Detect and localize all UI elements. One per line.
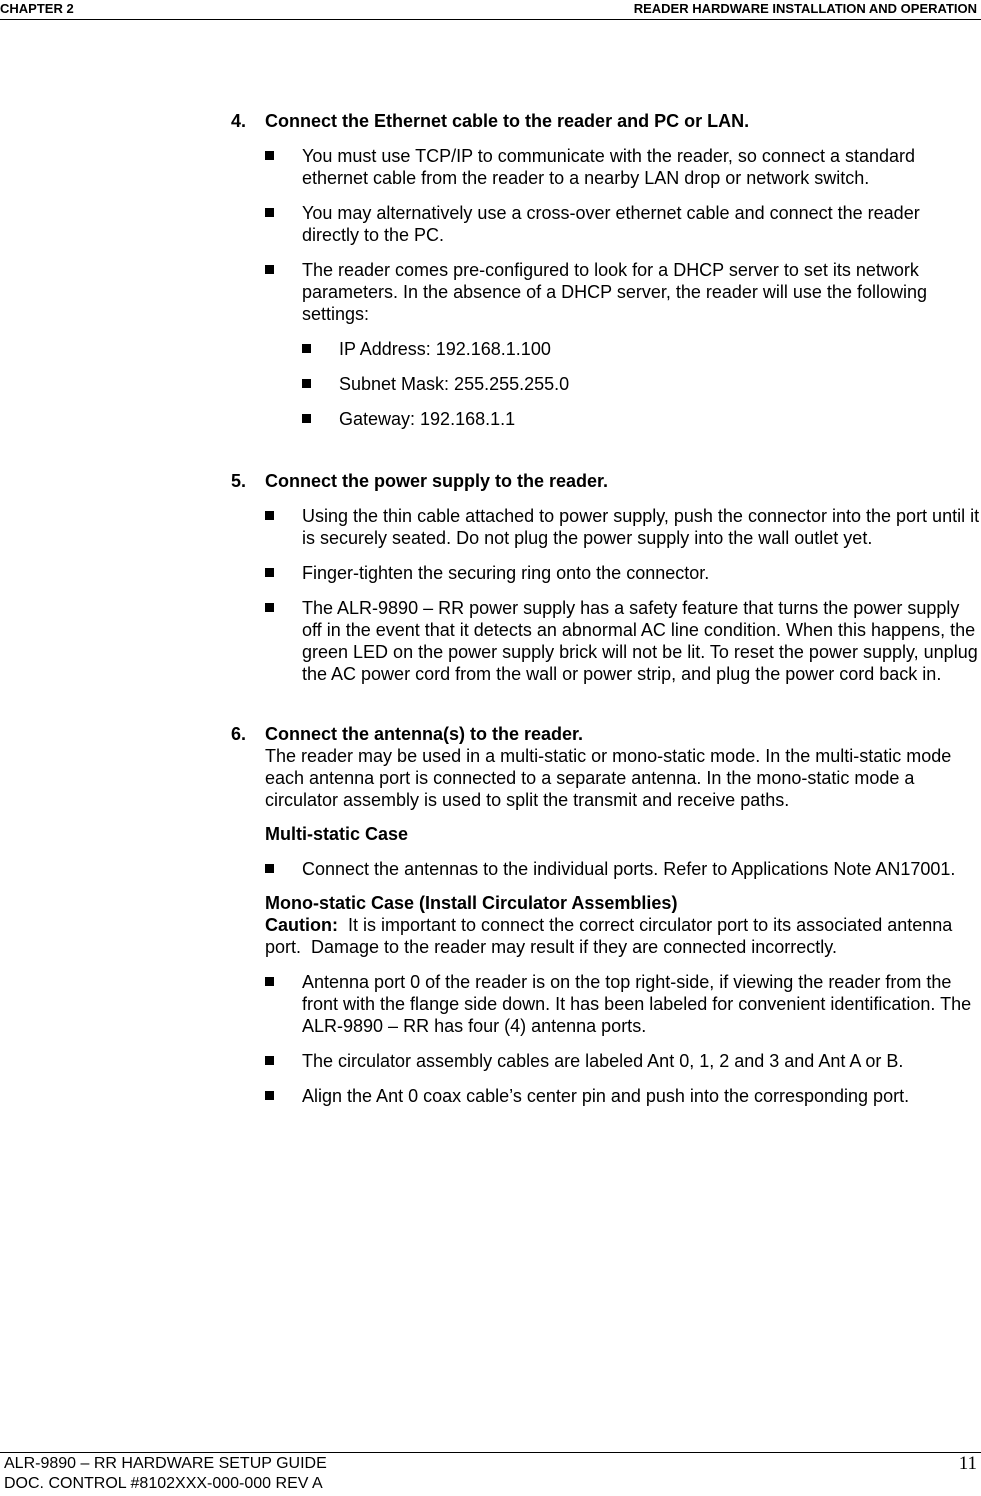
square-bullet-icon — [265, 1091, 274, 1100]
page-footer — [0, 1452, 981, 1496]
step-heading: Connect the power supply to the reader. — [265, 471, 609, 491]
page-number: 11 — [958, 1453, 977, 1474]
list-item: Subnet Mask: 255.255.255.0 — [302, 373, 981, 395]
square-bullet-icon — [265, 265, 274, 274]
square-bullet-icon — [302, 344, 311, 353]
mono-static-heading: Mono-static Case (Install Circulator Assemblies) — [265, 893, 678, 913]
list-item: You must use TCP/IP to communicate with the reader, so connect a standard ethernet cable from the reader to a nearby LAN drop or network switch. — [265, 145, 981, 189]
step-heading: Connect the Ethernet cable to the reader and PC or LAN. — [265, 111, 750, 131]
square-bullet-icon — [265, 1056, 274, 1065]
step-heading: Connect the antenna(s) to the reader. — [265, 724, 584, 744]
chapter-title: READER HARDWARE INSTALLATION AND OPERATION — [633, 1, 977, 16]
list-item: The ALR-9890 – RR power supply has a safety feature that turns the power supply off in the event that it detects an abnormal AC line condition. When this happens, the green LED on the power supply brick will not be lit. To reset the power supply, unplug the AC power cord from the wall or power strip, and plug the power cord back in. — [265, 597, 981, 685]
step-4 — [231, 110, 981, 430]
caution-text: It is important to connect the correct circulator port to its associated antenna port. Damage to the reader may result if they are connected incorrectly. — [265, 915, 958, 957]
list-item: Connect the antennas to the individual ports. Refer to Applications Note AN17001. — [265, 858, 981, 880]
square-bullet-icon — [302, 379, 311, 388]
list-item: The reader comes pre-configured to look for a DHCP server to set its network parameters. In the absence of a DHCP server, the reader will use the following settings: IP Address: 192.168.1.100 Subnet Mask: 255.255.255.0 Gateway: 192.168.1.1 — [265, 259, 981, 430]
caution-label: Caution: — [265, 915, 338, 935]
settings-list — [302, 338, 981, 430]
step-number: 5. — [231, 471, 247, 491]
step-5 — [231, 470, 981, 685]
list-item: Gateway: 192.168.1.1 — [302, 408, 981, 430]
bullet-list — [265, 145, 981, 430]
square-bullet-icon — [302, 414, 311, 423]
guide-title: ALR-9890 – RR HARDWARE SETUP GUIDE — [4, 1455, 327, 1472]
bullet-list — [265, 505, 981, 685]
bullet-list — [265, 858, 981, 880]
step-6 — [231, 723, 981, 1107]
square-bullet-icon — [265, 208, 274, 217]
list-item: IP Address: 192.168.1.100 — [302, 338, 981, 360]
square-bullet-icon — [265, 603, 274, 612]
page-content — [231, 110, 981, 1107]
list-item: You may alternatively use a cross-over ethernet cable and connect the reader directly to the PC. — [265, 202, 981, 246]
caution-note — [265, 914, 981, 958]
step-number: 6. — [231, 724, 247, 744]
multi-static-heading: Multi-static Case — [265, 824, 409, 844]
list-item: Finger-tighten the securing ring onto the connector. — [265, 562, 981, 584]
step-number: 4. — [231, 111, 247, 131]
page-header — [0, 0, 981, 20]
list-item: Using the thin cable attached to power supply, push the connector into the port until it is securely seated. Do not plug the power supply into the wall outlet yet. — [265, 505, 981, 549]
bullet-list — [265, 971, 981, 1107]
step-intro: The reader may be used in a multi-static or mono-static mode. In the multi-static mode each antenna port is connected to a separate antenna. In the mono-static mode a circulator assembly is used to split the transmit and receive paths. — [265, 746, 952, 810]
list-item: Antenna port 0 of the reader is on the top right-side, if viewing the reader from the front with the flange side down. It has been labeled for convenient identification. The ALR-9890 – RR has four (4) antenna ports. — [265, 971, 981, 1037]
square-bullet-icon — [265, 568, 274, 577]
square-bullet-icon — [265, 864, 274, 873]
chapter-label: CHAPTER 2 — [0, 1, 74, 16]
square-bullet-icon — [265, 511, 274, 520]
list-item: Align the Ant 0 coax cable’s center pin and push into the corresponding port. — [265, 1085, 981, 1107]
doc-control: DOC. CONTROL #8102XXX-000-000 REV A — [4, 1475, 323, 1492]
list-item: The circulator assembly cables are labeled Ant 0, 1, 2 and 3 and Ant A or B. — [265, 1050, 981, 1072]
square-bullet-icon — [265, 151, 274, 160]
square-bullet-icon — [265, 977, 274, 986]
